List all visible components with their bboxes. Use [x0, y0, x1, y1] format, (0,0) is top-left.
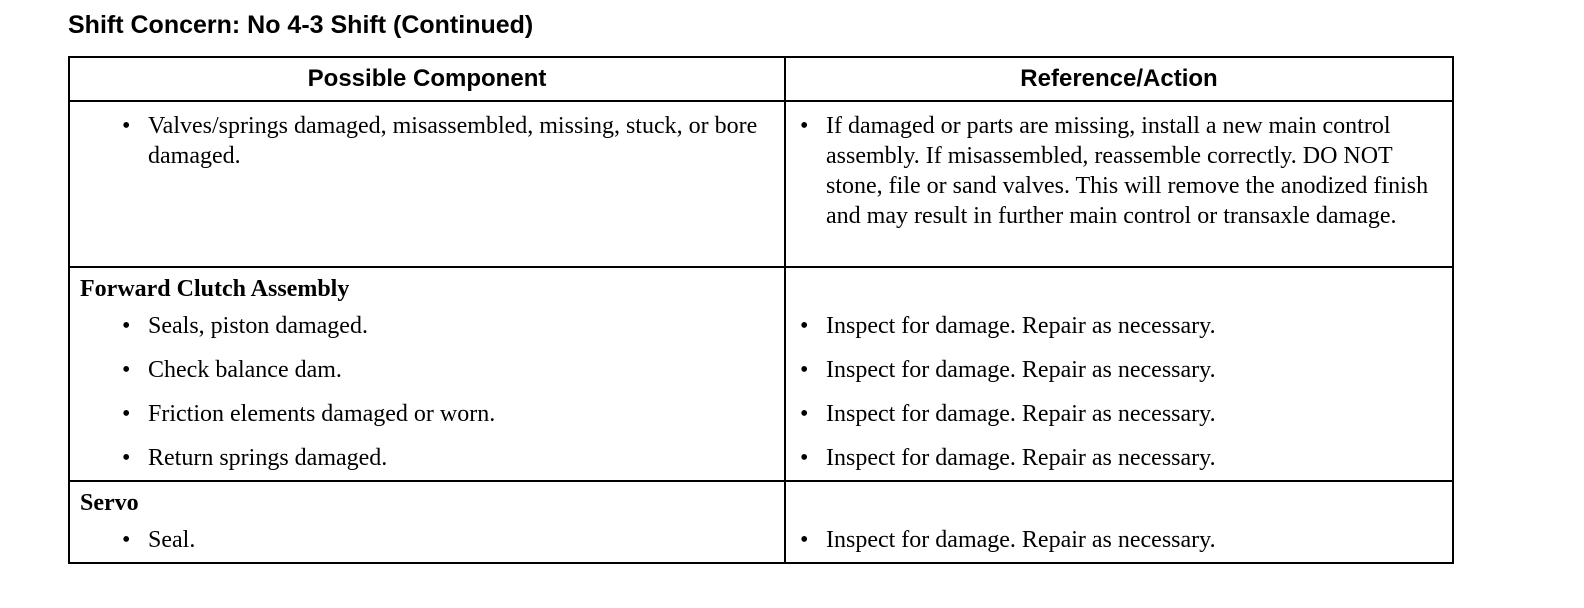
- component-cell: [70, 436, 786, 480]
- component-text: Return springs damaged.: [148, 445, 388, 471]
- action-cell: [786, 392, 1452, 436]
- bullet-icon: •: [122, 357, 131, 383]
- component-cell: [70, 348, 786, 392]
- bullet-icon: •: [122, 113, 131, 139]
- bullet-icon: •: [800, 313, 809, 339]
- bullet-icon: •: [800, 527, 809, 553]
- group-heading-cell: [70, 268, 786, 304]
- component-text: Valves/springs damaged, misassembled, missing, stuck, or bore damaged.: [148, 113, 758, 169]
- page-title: Shift Concern: No 4-3 Shift (Continued): [68, 11, 534, 39]
- action-cell: [786, 348, 1452, 392]
- bullet-icon: •: [800, 113, 809, 139]
- bullet-icon: •: [800, 357, 809, 383]
- action-text: Inspect for damage. Repair as necessary.: [826, 357, 1216, 383]
- diagnostic-table: [68, 56, 1454, 564]
- component-cell: [70, 392, 786, 436]
- group-heading-row: [70, 480, 1452, 518]
- action-text: If damaged or parts are missing, install a new main control assembly. If misassembled, reassemble correctly. DO NOT stone, file or sand valves. This will remove the anodized finish and may result in further main control or transaxle damage.: [826, 113, 1429, 229]
- bullet-icon: •: [122, 527, 131, 553]
- component-text: Seals, piston damaged.: [148, 313, 368, 339]
- component-cell: [70, 102, 786, 266]
- action-text: Inspect for damage. Repair as necessary.: [826, 527, 1216, 553]
- column-header-action: Reference/Action: [1020, 65, 1218, 92]
- bullet-icon: •: [122, 445, 131, 471]
- group-heading: Forward Clutch Assembly: [80, 276, 350, 302]
- component-cell: [70, 518, 786, 562]
- table-header-row: [70, 58, 1452, 100]
- group-heading-row: [70, 266, 1452, 304]
- group-heading: Servo: [80, 490, 139, 516]
- bullet-icon: •: [800, 445, 809, 471]
- action-cell: [786, 518, 1452, 562]
- table-row: [70, 100, 1452, 266]
- table-row: [70, 518, 1452, 562]
- bullet-icon: •: [122, 313, 131, 339]
- table-row: [70, 304, 1452, 348]
- empty-action-cell: [786, 268, 1452, 304]
- column-header-component: Possible Component: [70, 58, 786, 100]
- component-text: Check balance dam.: [148, 357, 342, 383]
- component-text: Seal.: [148, 527, 196, 553]
- empty-action-cell: [786, 482, 1452, 518]
- action-cell: [786, 102, 1452, 266]
- table-row: [70, 392, 1452, 436]
- action-cell: [786, 304, 1452, 348]
- action-text: Inspect for damage. Repair as necessary.: [826, 313, 1216, 339]
- table-row: [70, 436, 1452, 480]
- action-text: Inspect for damage. Repair as necessary.: [826, 445, 1216, 471]
- bullet-icon: •: [800, 401, 809, 427]
- table-row: [70, 348, 1452, 392]
- component-cell: [70, 304, 786, 348]
- group-heading-cell: [70, 482, 786, 518]
- component-text: Friction elements damaged or worn.: [148, 401, 496, 427]
- action-cell: [786, 436, 1452, 480]
- bullet-icon: •: [122, 401, 131, 427]
- action-text: Inspect for damage. Repair as necessary.: [826, 401, 1216, 427]
